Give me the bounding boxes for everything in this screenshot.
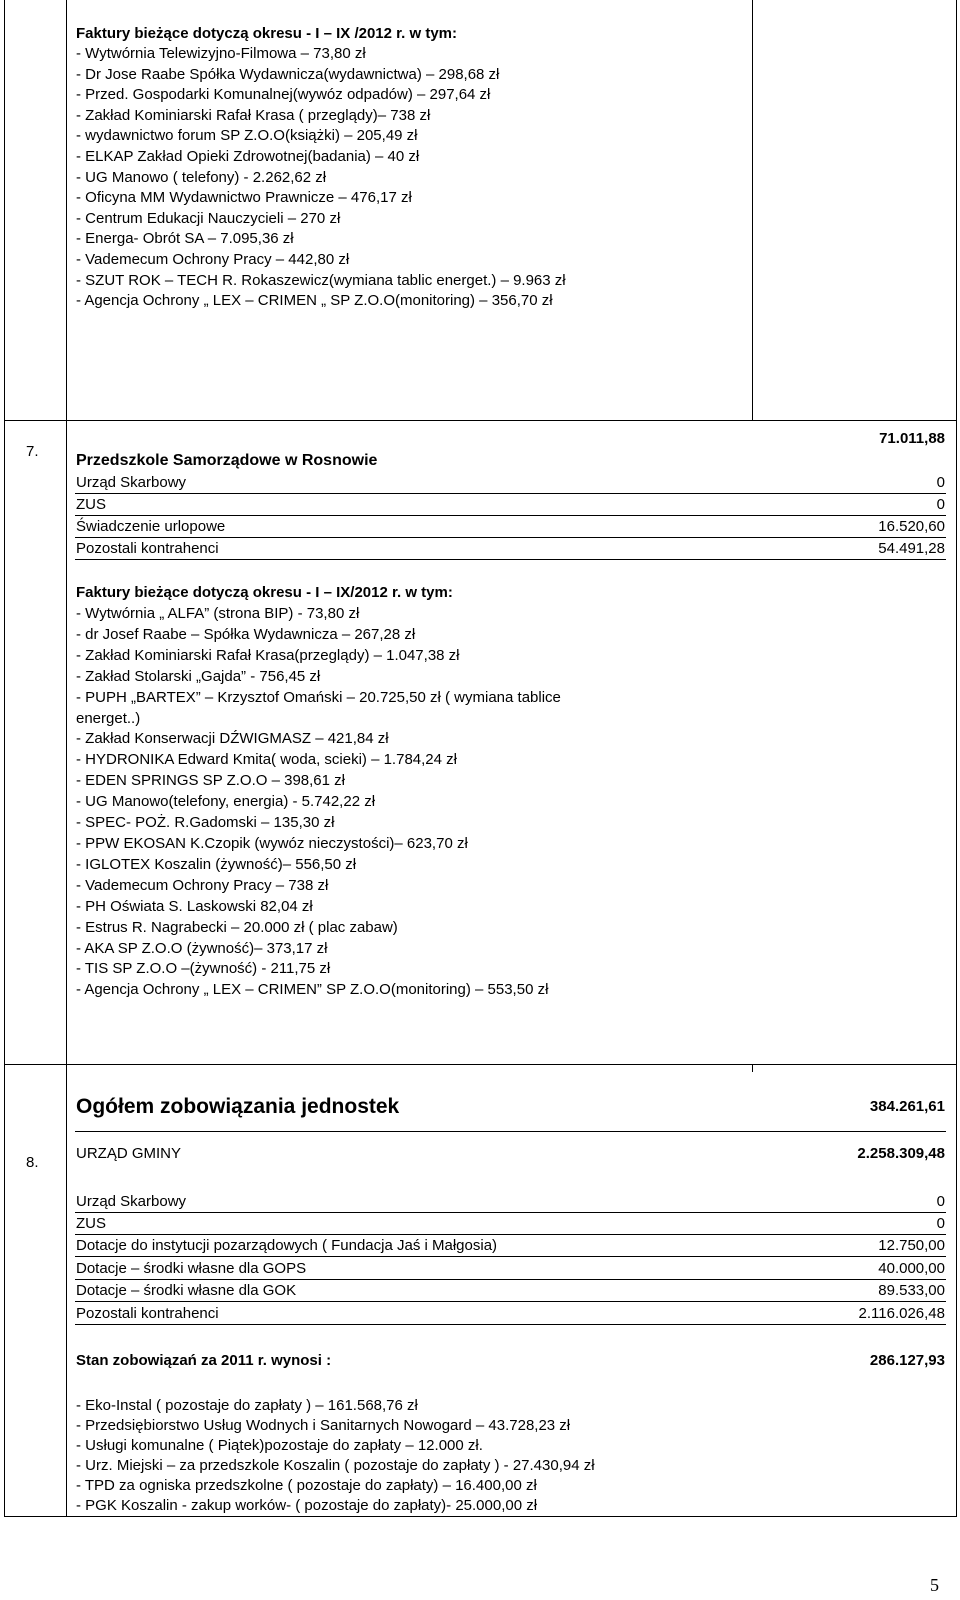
list-item: - Energa- Obrót SA – 7.095,36 zł: [76, 230, 294, 248]
section6-invoice-list: [76, 44, 566, 312]
row-number-7: 7.: [26, 443, 39, 460]
list-item: - AKA SP Z.O.O (żywność)– 373,17 zł: [76, 939, 328, 957]
summary-label: Dotacje do instytucji pozarządowych ( Fundacja Jaś i Małgosia): [76, 1237, 498, 1254]
underline: [75, 493, 946, 494]
list-item: - HYDRONIKA Edward Kmita( woda, scieki) – 1.784,24 zł: [76, 751, 457, 769]
list-item: - Wytwórnia Telewizyjno-Filmowa – 73,80 zł: [76, 45, 366, 62]
list-item: - dr Josef Raabe – Spółka Wydawnicza – 267,28 zł: [76, 625, 416, 643]
list-item: - SZUT ROK – TECH R. Rokaszewicz(wymiana tablic energet.) – 9.963 zł: [76, 271, 566, 289]
gmina-value: 2.258.309,48: [857, 1145, 945, 1162]
table-right-border: [956, 0, 957, 1517]
underline: [75, 559, 946, 560]
list-item: - Oficyna MM Wydawnictwo Prawnicze – 476,17 zł: [76, 189, 412, 207]
section6-heading: Faktury bieżące dotyczą okresu - I – IX /2012 r. w tym:: [76, 25, 457, 42]
underline: [75, 1234, 946, 1235]
list-item: - IGLOTEX Koszalin (żywność)– 556,50 zł: [76, 855, 357, 873]
summary-value: 12.750,00: [878, 1237, 945, 1254]
list-item: - UG Manowo(telefony, energia) - 5.742,22 zł: [76, 793, 376, 811]
list-item: - EDEN SPRINGS SP Z.O.O – 398,61 zł: [76, 772, 345, 790]
list-item: - Zakład Stolarski „Gajda” - 756,45 zł: [76, 667, 321, 685]
summary-label: Urząd Skarbowy: [76, 474, 187, 491]
list-item: - TPD za ogniska przedszkolne ( pozostaje do zapłaty) – 16.400,00 zł: [76, 1477, 537, 1494]
list-item: - Zakład Kominiarski Rafał Krasa ( przeglądy)– 738 zł: [76, 106, 431, 124]
list-item: - Wytwórnia „ ALFA” (strona BIP) - 73,80 zł: [76, 605, 360, 622]
list-item: - PPW EKOSAN K.Czopik (wywóz nieczystości)– 623,70 zł: [76, 834, 468, 852]
row-number-8: 8.: [26, 1154, 39, 1171]
summary-label: Pozostali kontrahenci: [76, 540, 219, 557]
row-divider-7: [4, 420, 957, 421]
summary-value: 0: [936, 474, 945, 491]
list-item: - Zakład Kominiarski Rafał Krasa(przeglądy) – 1.047,38 zł: [76, 646, 460, 664]
list-item: - PGK Koszalin - zakup worków- ( pozostaje do zapłaty)- 25.000,00 zł: [76, 1497, 538, 1514]
stan-value: 286.127,93: [869, 1352, 945, 1369]
gmina-label: URZĄD GMINY: [76, 1145, 181, 1162]
list-item: - Centrum Edukacji Nauczycieli – 270 zł: [76, 209, 341, 227]
list-item: - Vademecum Ochrony Pracy – 738 zł: [76, 876, 329, 894]
list-item: - wydawnictwo forum SP Z.O.O(książki) – 205,49 zł: [76, 127, 418, 145]
list-item: - Eko-Instal ( pozostaje do zapłaty ) – 161.568,76 zł: [76, 1397, 418, 1414]
underline: [75, 515, 946, 516]
section7-title: Przedszkole Samorządowe w Rosnowie: [76, 452, 378, 469]
list-item: - Przed. Gospodarki Komunalnej(wywóz odpadów) – 297,64 zł: [76, 86, 491, 104]
section8-debt-list: [76, 1396, 595, 1516]
title-rule: [75, 1131, 946, 1132]
list-item: - Vademecum Ochrony Pracy – 442,80 zł: [76, 250, 350, 268]
list-item: - Zakład Konserwacji DŹWIGMASZ – 421,84 zł: [76, 730, 389, 748]
summary-value: 54.491,28: [878, 540, 945, 557]
section7-invoice-list: [76, 604, 561, 1001]
summary-label: ZUS: [76, 496, 106, 513]
summary-label: Urząd Skarbowy: [76, 1193, 187, 1210]
list-item: - PUPH „BARTEX” – Krzysztof Omański – 20.725,50 zł ( wymiana tablice: [76, 688, 561, 706]
list-item: energet..): [76, 709, 141, 727]
summary-label: Dotacje – środki własne dla GOK: [76, 1282, 297, 1299]
row-divider-8: [4, 1064, 957, 1065]
list-item: - Agencja Ochrony „ LEX – CRIMEN” SP Z.O.O(monitoring) – 553,50 zł: [76, 981, 549, 999]
list-item: - Urz. Miejski – za przedszkole Koszalin ( pozostaje do zapłaty ) - 27.430,94 zł: [76, 1457, 595, 1474]
stan-label: Stan zobowiązań za 2011 r. wynosi :: [76, 1352, 332, 1369]
underline: [75, 1324, 946, 1325]
summary-value: 16.520,60: [878, 518, 945, 535]
list-item: - Usługi komunalne ( Piątek)pozostaje do zapłaty – 12.000 zł.: [76, 1437, 483, 1454]
list-item: - TIS SP Z.O.O –(żywność) - 211,75 zł: [76, 960, 331, 978]
list-item: - Agencja Ochrony „ LEX – CRIMEN „ SP Z.O.O(monitoring) – 356,70 zł: [76, 292, 553, 310]
underline: [75, 537, 946, 538]
list-item: - ELKAP Zakład Opieki Zdrowotnej(badania) – 40 zł: [76, 147, 420, 165]
table-amount-divider: [752, 0, 753, 420]
summary-value: 0: [936, 1215, 945, 1232]
underline: [75, 1301, 946, 1302]
table-bottom-border: [4, 1516, 957, 1517]
summary-value: 2.116.026,48: [858, 1305, 945, 1322]
list-item: - Przedsiębiorstwo Usług Wodnych i Sanitarnych Nowogard – 43.728,23 zł: [76, 1417, 571, 1434]
section7-total: 71.011,88: [879, 430, 945, 447]
summary-value: 0: [936, 496, 945, 513]
page-number: 5: [930, 1575, 939, 1595]
table-amount-divider-2: [752, 1064, 753, 1072]
table-left-border: [4, 0, 5, 1517]
section8-title: Ogółem zobowiązania jednostek: [76, 1095, 400, 1118]
summary-value: 40.000,00: [878, 1260, 945, 1277]
summary-value: 0: [936, 1193, 945, 1210]
underline: [75, 1256, 946, 1257]
list-item: - Estrus R. Nagrabecki – 20.000 zł ( plac zabaw): [76, 918, 398, 936]
list-item: - Dr Jose Raabe Spółka Wydawnicza(wydawnictwa) – 298,68 zł: [76, 65, 500, 83]
underline: [75, 1212, 946, 1213]
list-item: - SPEC- POŻ. R.Gadomski – 135,30 zł: [76, 814, 335, 832]
summary-value: 89.533,00: [878, 1282, 945, 1299]
summary-label: Dotacje – środki własne dla GOPS: [76, 1260, 307, 1277]
summary-label: Świadczenie urlopowe: [76, 518, 226, 535]
summary-label: Pozostali kontrahenci: [76, 1305, 219, 1322]
underline: [75, 1279, 946, 1280]
list-item: - PH Oświata S. Laskowski 82,04 zł: [76, 897, 313, 915]
list-item: - UG Manowo ( telefony) - 2.262,62 zł: [76, 168, 327, 186]
section8-total: 384.261,61: [869, 1098, 945, 1115]
summary-label: ZUS: [76, 1215, 106, 1232]
table-col-divider: [66, 0, 67, 1517]
section7-heading: Faktury bieżące dotyczą okresu - I – IX/2012 r. w tym:: [76, 584, 453, 601]
